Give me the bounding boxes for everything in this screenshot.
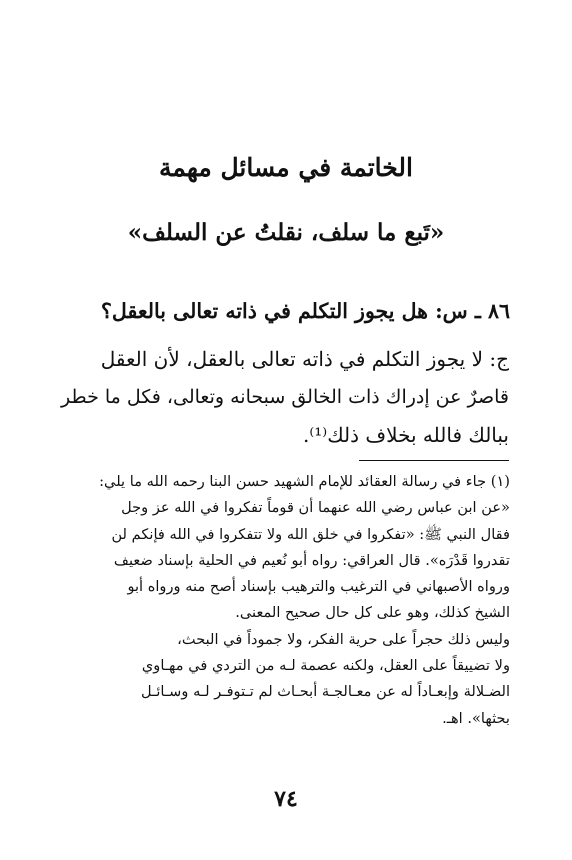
chapter-subtitle: «تَبع ما سلف، نقلتُ عن السلف»	[127, 219, 445, 246]
question-86: ٨٦ ـ س: هل يجوز التكلم في ذاته تعالى بالعقل؟	[101, 299, 510, 323]
footnote-line: بحثها». اهـ.	[442, 709, 510, 727]
footnote-line: ورواه الأصبهاني في الترغيب والترهيب بإسناد أصح منه ورواه أبو	[127, 578, 510, 596]
answer-line: قاصرٌ عن إدراك ذات الخالق سبحانه وتعالى، فكل ما خطر	[61, 386, 509, 408]
footnote-separator	[359, 460, 509, 461]
page-number: ٧٤	[274, 786, 298, 812]
footnote-line: (١) جاء في رسالة العقائد للإمام الشهيد حسن البنا رحمه الله ما يلي:	[99, 473, 510, 490]
answer-block	[60, 340, 509, 454]
footnote-line: «عن ابن عباس رضي الله عنهما أن قوماً تفكروا في الله عز وجل	[121, 499, 510, 517]
footnote-line: وليس ذلك حجراً على حرية الفكر، ولا جموداً في البحث،	[177, 630, 510, 648]
footnote-line: ولا تضييقاً على العقل، ولكنه عصمة لـه من التردي في مهـاوي	[141, 657, 510, 675]
answer-line: ج: لا يجوز التكلم في ذاته تعالى بالعقل، لأن العقل	[100, 347, 509, 371]
footnote-line: فقال النبي ﷺ: «تفكروا في خلق الله ولا تتفكروا في الله فإنكم لن	[111, 525, 510, 543]
footnote-line: الضـلالة وإبعـاداً له عن معـالجـة أبحـاث لم تـتوفـر لـه وسـائـل	[141, 683, 510, 701]
footnote-line: الشيخ كذلك، وهو على كل حال صحيح المعنى.	[235, 604, 510, 622]
chapter-title: الخاتمة في مسائل مهمة	[158, 153, 413, 182]
answer-line: ببالك فالله بخلاف ذلك⁽¹⁾.	[302, 423, 509, 447]
footnote-line: تقدروا قَدْرَه». قال العراقي: رواه أبو نُعيم في الحلية بإسناد ضعيف	[113, 551, 510, 569]
footnote-block	[62, 469, 510, 732]
